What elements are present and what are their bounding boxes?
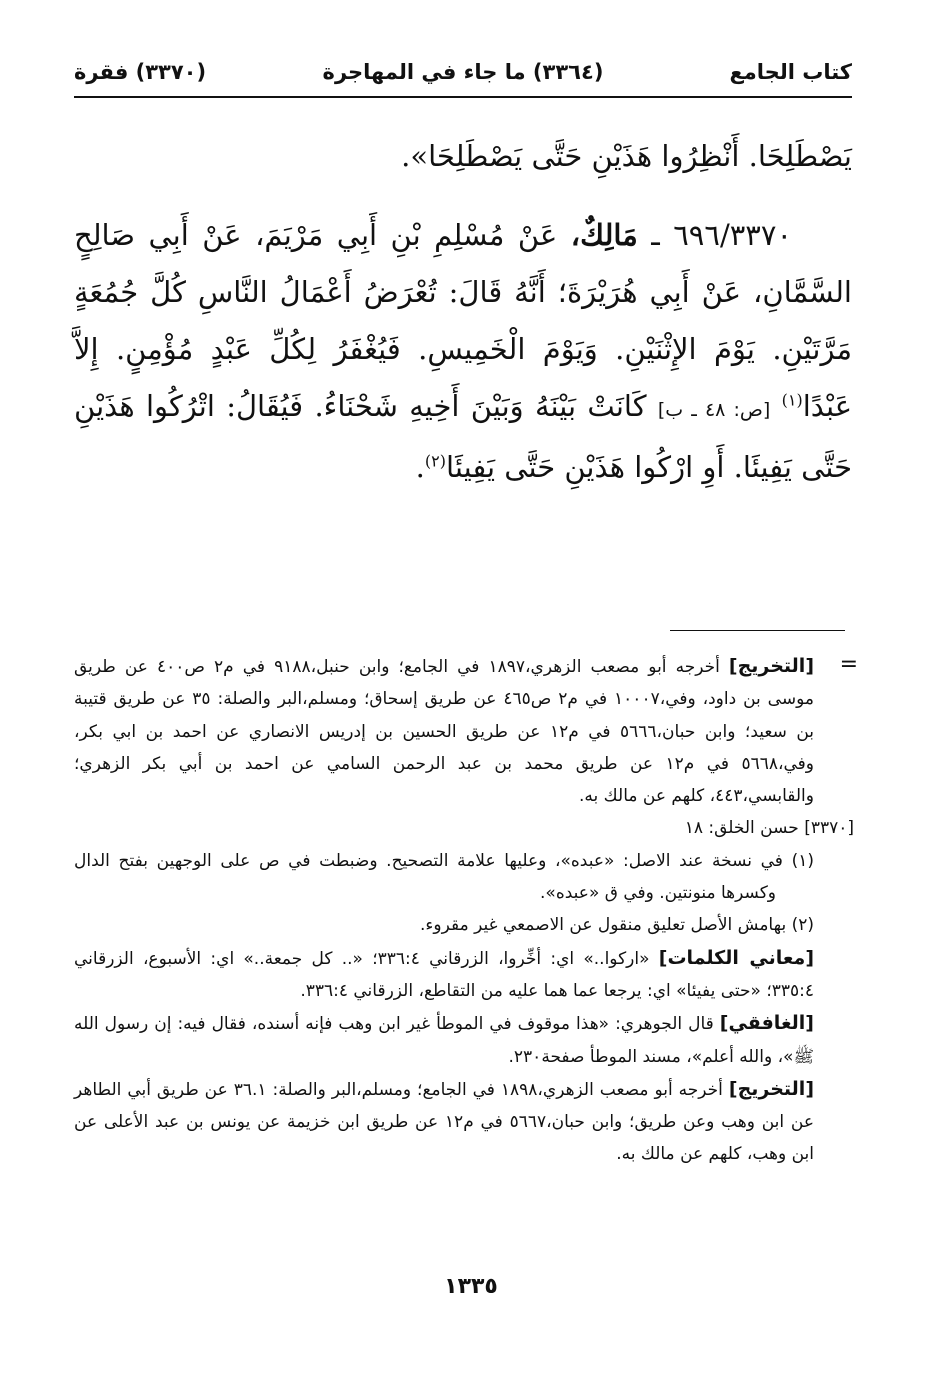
footnotes	[74, 650, 854, 1171]
hadith-text-part2: كَانَتْ بَيْنَهُ وَبَيْنَ أَخِيهِ شَحْنَاءُ. فَيُقَالُ: اتْرُكُوا هَذَيْنِ حَتَّى يَفِيئَا. أَوِ ارْكُوا هَذَيْنِ حَتَّى يَفِيئَا	[74, 389, 852, 484]
hadith-paragraph	[74, 207, 852, 496]
hadith-end: .	[415, 450, 425, 484]
paragraph-number: (٣٣٧٠) فقرة	[74, 60, 207, 84]
manuscript-page-ref: [ص: ٤٨ ـ ب]	[657, 399, 771, 421]
chapter-title: (٣٣٦٤) ما جاء في المهاجرة	[322, 60, 604, 84]
main-text	[74, 128, 852, 496]
footnote-1-text: (١) في نسخة عند الاصل: «عبده»، وعليها علامة التصحيح. وضبطت في ص على الوجهين بفتح الدال وكسرها منونتين. وفي ق «عبده».	[74, 850, 814, 904]
continued-line: يَصْطَلِحَا. أَنْظِرُوا هَذَيْنِ حَتَّى يَصْطَلِحَا».	[401, 139, 852, 173]
takhrij-text: أخرجه أبو مصعب الزهري،١٨٩٧ في الجامع؛ وابن حنبل،٩١٨٨ في م٢ ص٤٠٠ عن طريق موسى بن داود، وفي،١٠٠٠٧ في م٢ ص٤٦٥ عن طريق إسحاق؛ ومسلم،البر والصلة: ٣٥ عن طريق قتيبة بن سعيد؛ وابن حبان،٥٦٦٦ في م١٢ عن طريق الحسين بن إدريس الانصاري عن احمد بن ابي بكر، وفي،٥٦٦٨ في م١٢ عن طريق محمد بن عبد الرحمن السامي عن احمد بن أبي بكر الزهري؛ والقابسي،٤٤٣، كلهم عن مالك به.	[74, 657, 814, 807]
footnote-marker-2: (٢)	[424, 451, 446, 471]
takhrij-label: [التخريج]	[728, 655, 815, 677]
running-header	[74, 56, 852, 98]
takhrij-text-2: أخرجه أبو مصعب الزهري،١٨٩٨ في الجامع؛ ومسلم،البر والصلة: ٣٦.١ عن طريق أبي الطاهر عن ابن وهب وعن طريق؛ وابن حبان،٥٦٦٧ في م١٢ عن طريق ابن خزيمة عن يونس بن عبد الأعلى عن ابن وهب، كلهم عن مالك به.	[74, 1079, 814, 1165]
footnote-2-text: (٢) بهامش الأصل تعليق منقول عن الاصمعي غير مقروء.	[420, 915, 814, 936]
maani-text: «اركوا..» اي: أخِّروا، الزرقاني ٣٣٦:٤؛ «.. كل جمعة..» اي: الأسبوع، الزرقاني ٣٣٥:٤؛ «حتى يفيئا» اي: يرجعا عما هما عليه من التقاطع، الزرقاني ٣٣٦:٤.	[74, 948, 814, 1001]
maani-label: [معاني الكلمات]	[658, 946, 815, 969]
book-title: كتاب الجامع	[729, 60, 852, 84]
reference-line: [٣٣٧٠] حسن الخلق: ١٨	[684, 818, 854, 839]
footnote-1	[74, 845, 814, 910]
hadith-number: ٦٩٦/٣٣٧٠ ـ	[651, 218, 793, 252]
ghafiqi-note	[74, 1007, 814, 1073]
narrator-name: مَالِكٌ،	[570, 218, 638, 252]
footnote-2	[74, 909, 814, 941]
maani-note	[74, 942, 814, 1008]
ghafiqi-label: [الغافقي]	[719, 1012, 814, 1035]
footnote-marker-1: (١)	[781, 390, 803, 410]
takhrij-label-2: [التخريج]	[728, 1077, 815, 1100]
hadith-text-part1: عَنْ مُسْلِمِ بْنِ أَبِي مَرْيَمَ، عَنْ أَبِي صَالِحٍ السَّمَّانِ، عَنْ أَبِي هُرَيْرَةَ؛ أَنَّهُ قَالَ: تُعْرَضُ أَعْمَالُ النَّاسِ كُلَّ جُمُعَةٍ مَرَّتَيْنِ. يَوْمَ الإِثْنَيْنِ. وَيَوْمَ الْخَمِيسِ. فَيُغْفَرُ لِكُلِّ عَبْدٍ مُؤْمِنٍ. إِلاَّ عَبْدًا	[74, 218, 853, 423]
takhrij-note-1	[74, 650, 814, 812]
page-number: ١٣٣٥	[444, 1274, 498, 1299]
footnote-separator	[670, 630, 845, 631]
continuation-mark: =	[839, 652, 858, 677]
ghafiqi-text: قال الجوهري: «هذا موقوف في الموطأ غير ابن وهب فإنه أسنده، فقال فيه: إن رسول الله ﷺ»، والله أعلم»، مسند الموطأ صفحة٢٣٠.	[74, 1014, 814, 1067]
takhrij-note-2	[74, 1073, 814, 1171]
